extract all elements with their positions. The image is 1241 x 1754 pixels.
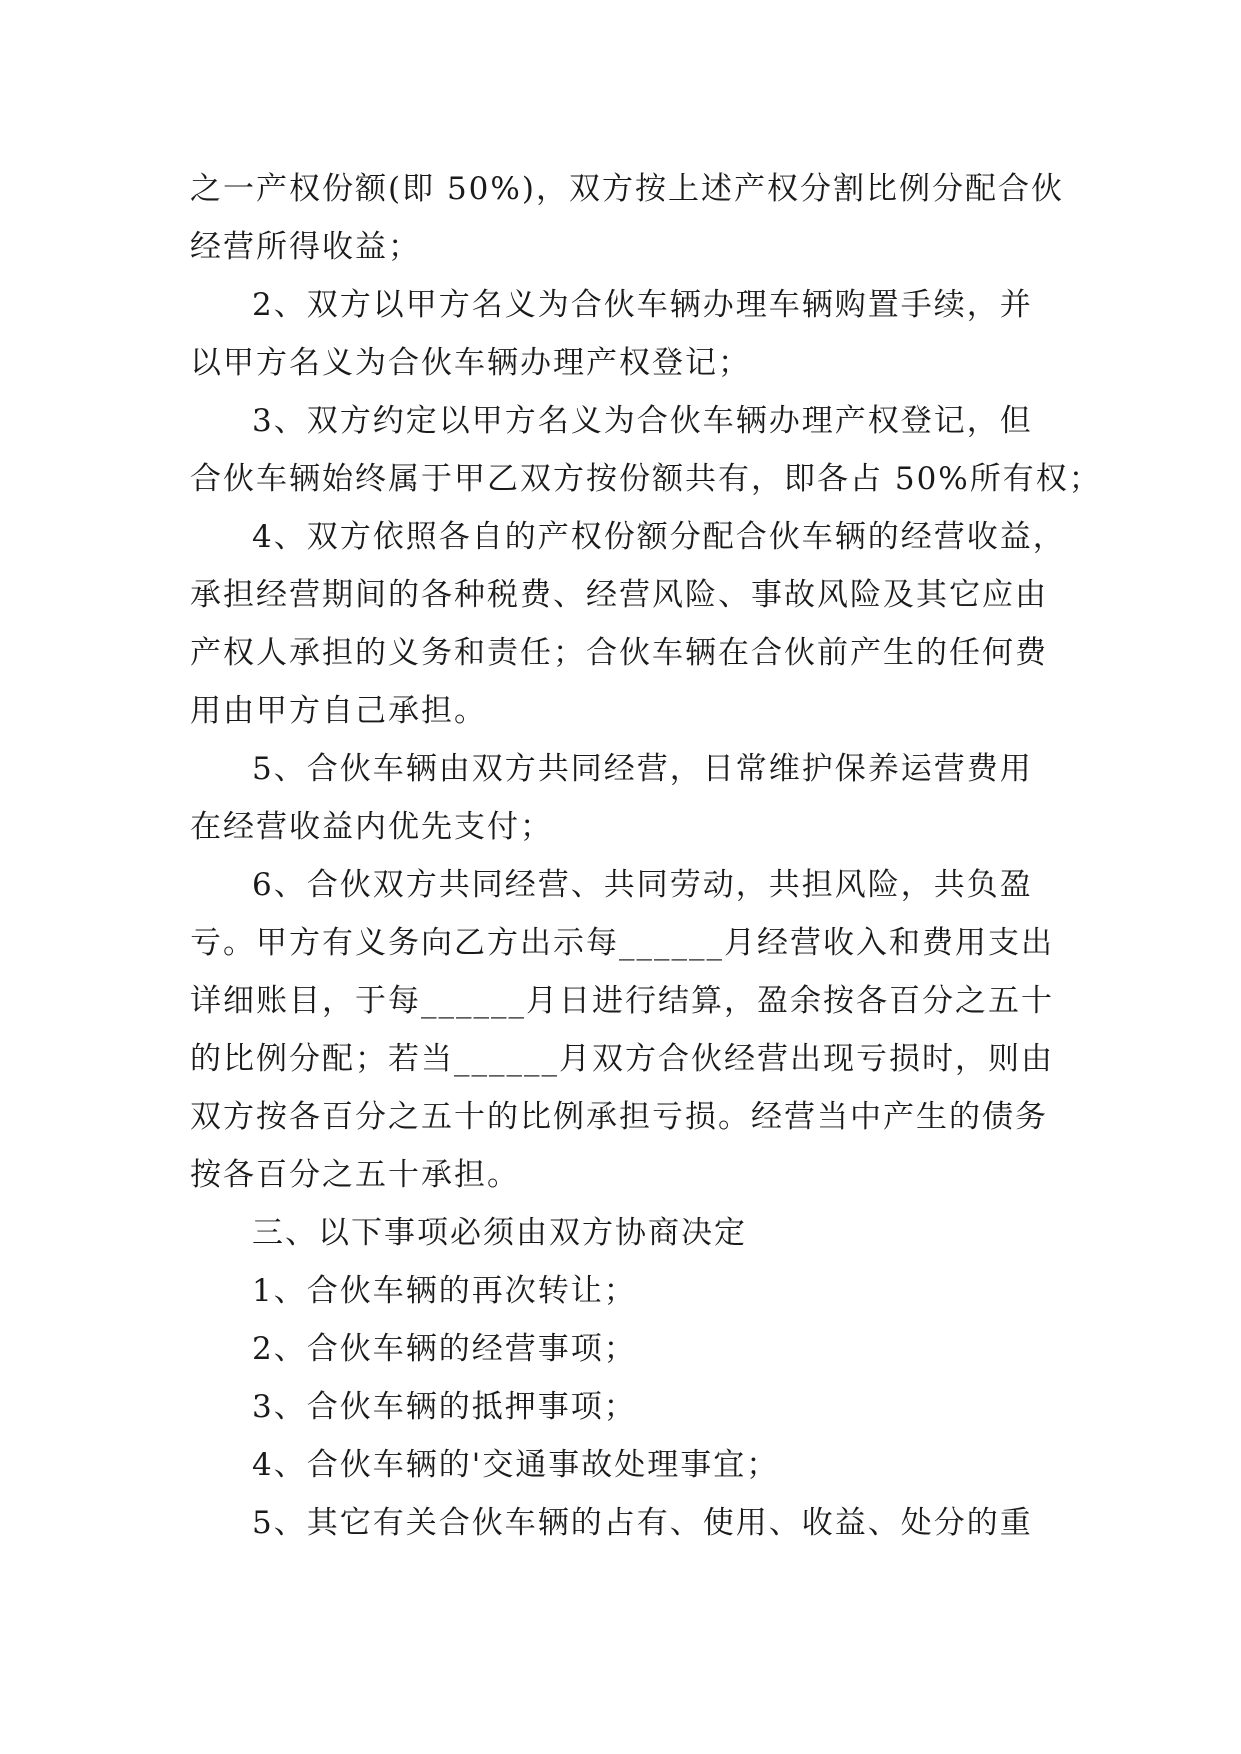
list-item: 5、其它有关合伙车辆的占有、使用、收益、处分的重 <box>252 1505 1033 1541</box>
text-line: 经营所得收益； <box>190 229 421 265</box>
text-line: 亏。甲方有义务向乙方出示每______月经营收入和费用支出 <box>190 925 1054 961</box>
text-line: 双方按各百分之五十的比例承担亏损。经营当中产生的债务 <box>190 1099 1048 1135</box>
clause-4-line: 4、双方依照各自的产权份额分配合伙车辆的经营收益， <box>252 519 1066 555</box>
document-page <box>190 160 1102 1552</box>
list-item: 1、合伙车辆的再次转让； <box>252 1273 637 1309</box>
text-line: 合伙车辆始终属于甲乙双方按份额共有，即各占 50%所有权； <box>190 461 1102 497</box>
text-line: 产权人承担的义务和责任；合伙车辆在合伙前产生的任何费 <box>190 635 1048 671</box>
clause-2-line: 2、双方以甲方名义为合伙车辆办理车辆购置手续，并 <box>252 287 1033 323</box>
text-line: 承担经营期间的各种税费、经营风险、事故风险及其它应由 <box>190 577 1048 613</box>
text-line: 之一产权份额(即 50%)，双方按上述产权分割比例分配合伙 <box>190 171 1064 207</box>
text-line: 用由甲方自己承担。 <box>190 693 487 729</box>
clause-6-line: 6、合伙双方共同经营、共同劳动，共担风险，共负盈 <box>252 867 1033 903</box>
list-item: 3、合伙车辆的抵押事项； <box>252 1389 637 1425</box>
section-3-heading: 三、以下事项必须由双方协商决定 <box>252 1215 747 1251</box>
text-line: 按各百分之五十承担。 <box>190 1157 520 1193</box>
text-line: 详细账目，于每______月日进行结算，盈余按各百分之五十 <box>190 983 1054 1019</box>
list-item: 2、合伙车辆的经营事项； <box>252 1331 637 1367</box>
clause-5-line: 5、合伙车辆由双方共同经营，日常维护保养运营费用 <box>252 751 1033 787</box>
text-line: 在经营收益内优先支付； <box>190 809 553 845</box>
list-item: 4、合伙车辆的'交通事故处理事宜； <box>252 1447 780 1483</box>
clause-3-line: 3、双方约定以甲方名义为合伙车辆办理产权登记，但 <box>252 403 1033 439</box>
text-line: 的比例分配；若当______月双方合伙经营出现亏损时，则由 <box>190 1041 1054 1077</box>
text-line: 以甲方名义为合伙车辆办理产权登记； <box>190 345 751 381</box>
